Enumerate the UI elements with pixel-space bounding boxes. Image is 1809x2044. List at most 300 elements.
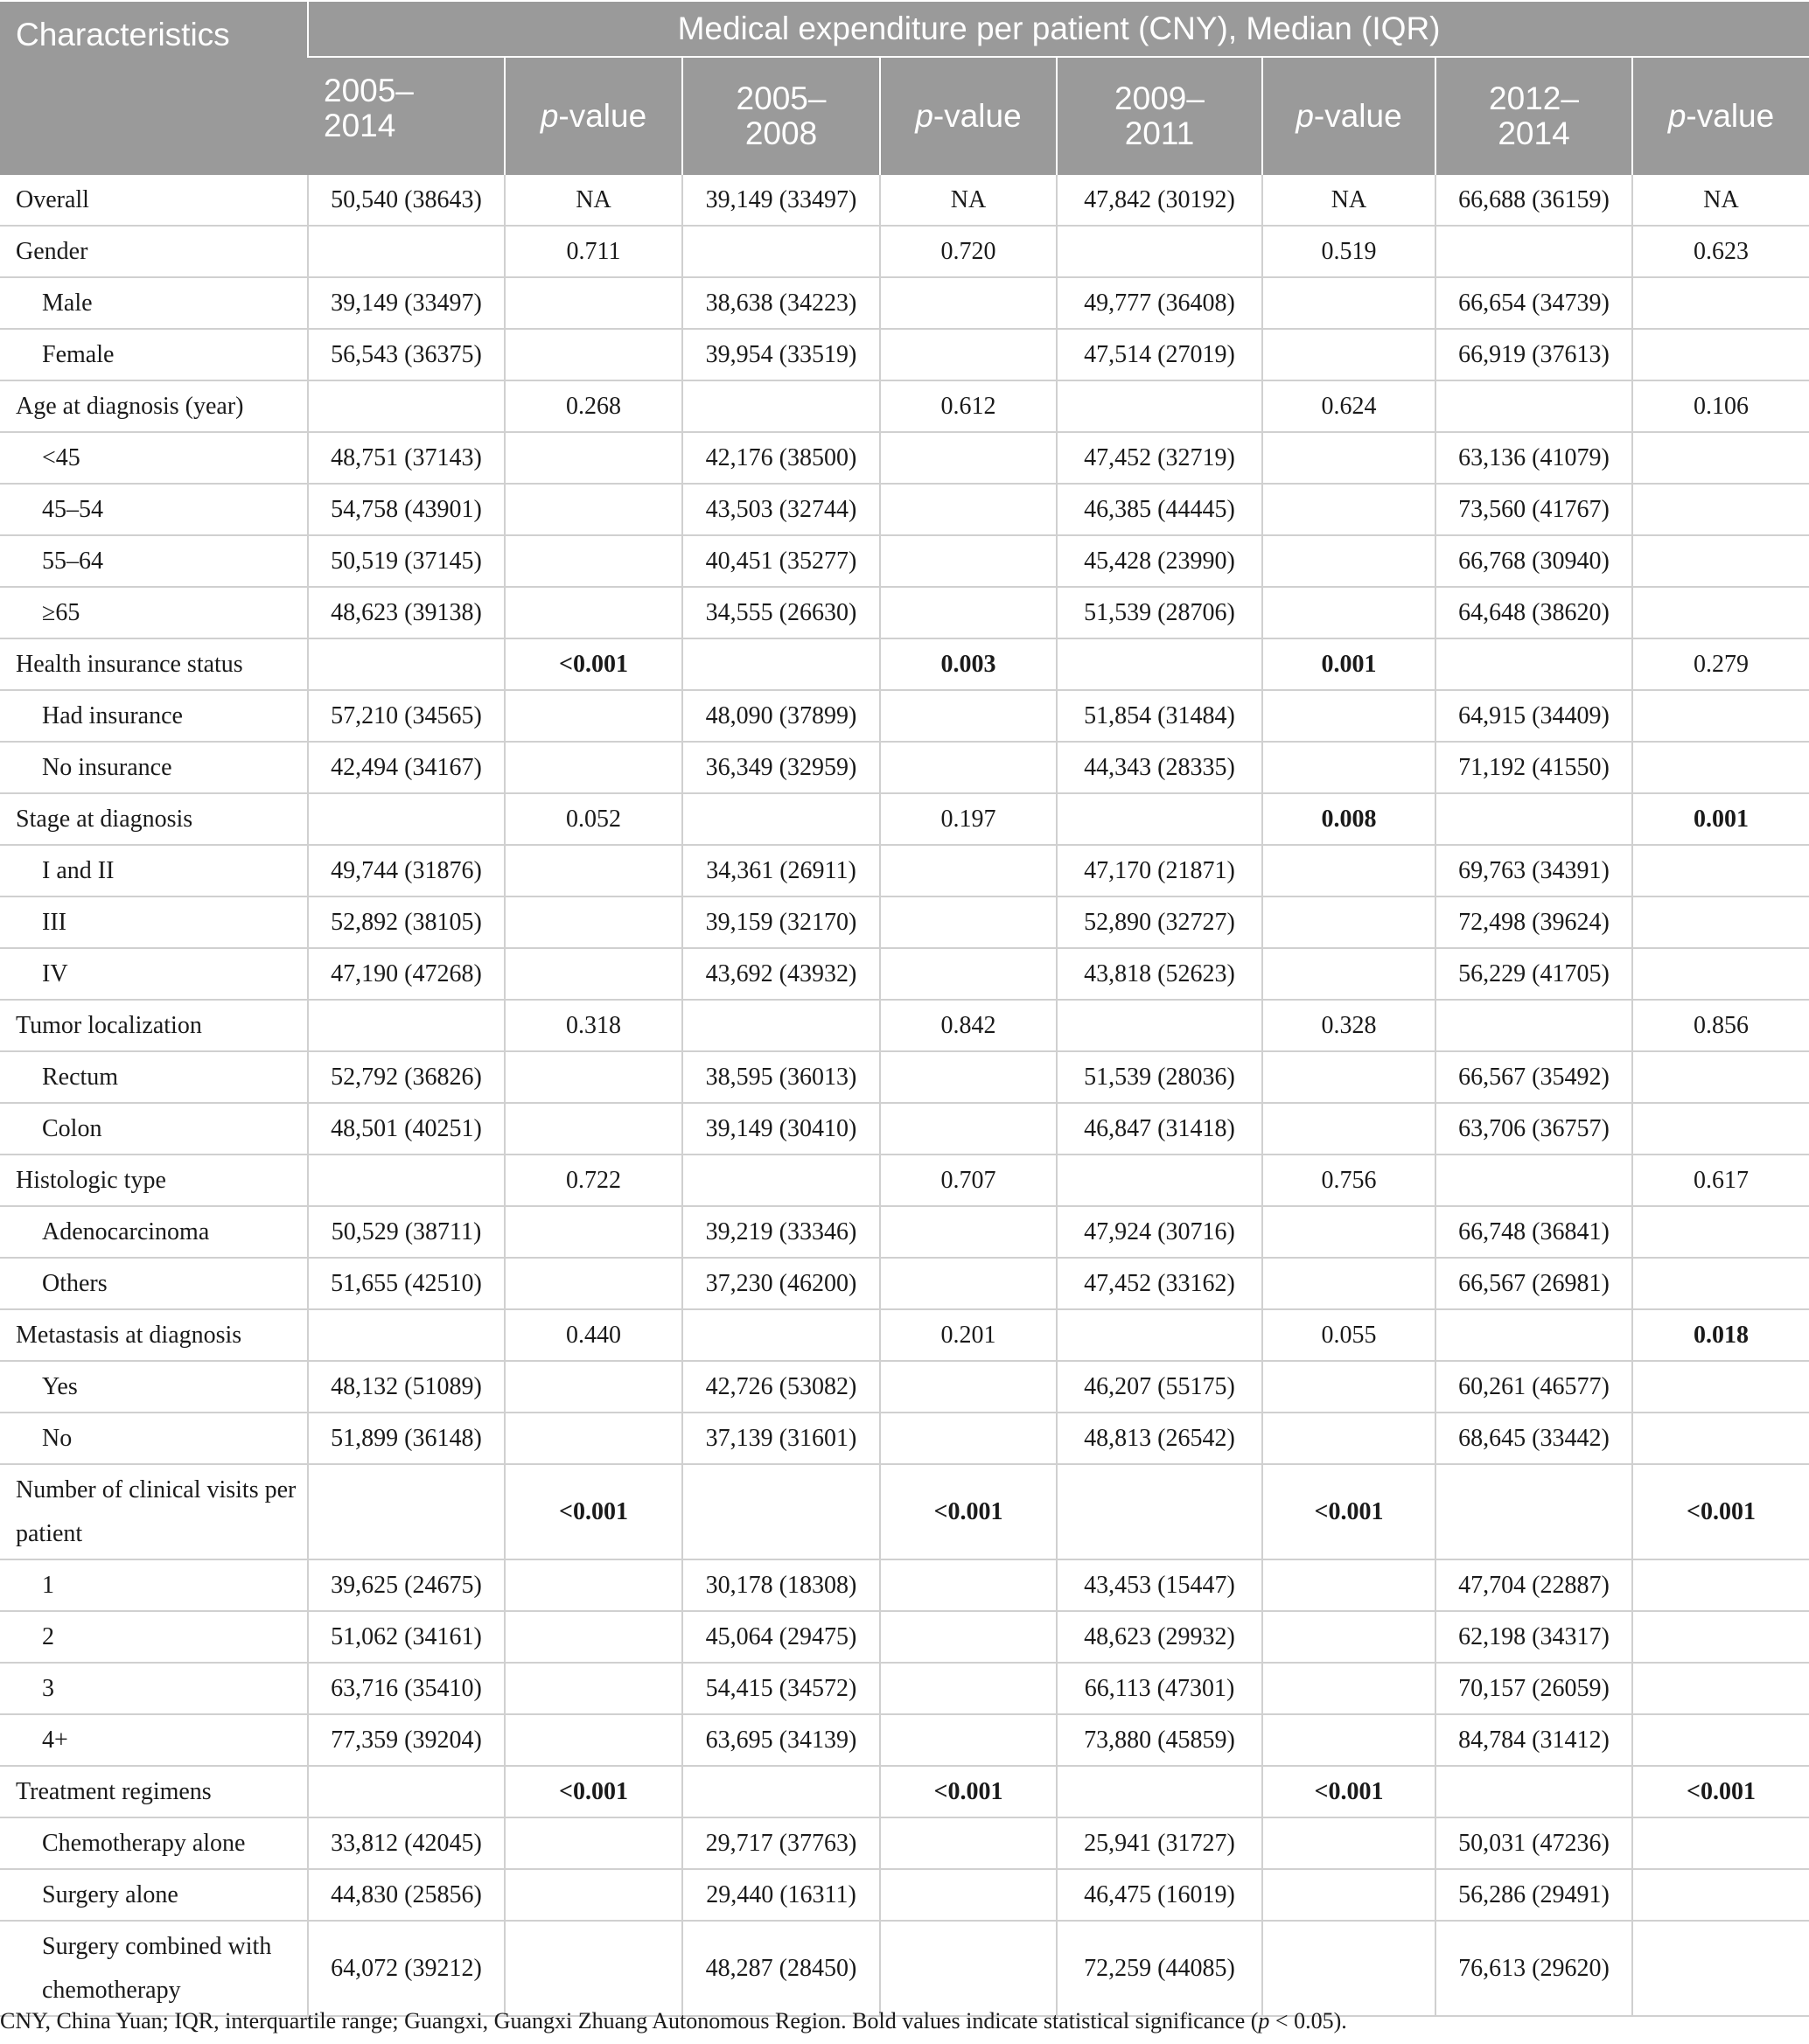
table-row [0,948,1809,1000]
pvalue-cell: 0.018 [1632,1309,1809,1361]
median-iqr-cell: 50,031 (47236) [1435,1817,1632,1869]
row-label: Tumor localization [0,1000,308,1051]
header-pvalue-italic: p [1296,98,1314,134]
median-iqr-cell: 70,157 (26059) [1435,1663,1632,1714]
pvalue-cell: <0.001 [505,1464,682,1559]
pvalue-cell [1262,742,1435,793]
median-iqr-cell: 39,625 (24675) [308,1559,505,1611]
row-label: Yes [0,1361,308,1413]
pvalue-cell [505,1869,682,1921]
median-iqr-cell: 47,514 (27019) [1057,329,1262,380]
pvalue-cell [1262,1051,1435,1103]
table-row [0,1206,1809,1258]
pvalue-cell [505,535,682,587]
pvalue-cell: 0.268 [505,380,682,432]
median-iqr-cell: 29,440 (16311) [682,1869,880,1921]
row-label: Health insurance status [0,638,308,690]
median-iqr-cell [1435,1464,1632,1559]
pvalue-cell: 0.617 [1632,1155,1809,1206]
pvalue-cell [1632,1559,1809,1611]
row-label: 1 [0,1559,308,1611]
row-label: <45 [0,432,308,484]
table-row [0,277,1809,329]
median-iqr-cell: 56,286 (29491) [1435,1869,1632,1921]
median-iqr-cell [1435,638,1632,690]
pvalue-cell [880,1413,1057,1464]
pvalue-cell [505,1663,682,1714]
median-iqr-cell: 51,062 (34161) [308,1611,505,1663]
median-iqr-cell: 56,229 (41705) [1435,948,1632,1000]
median-iqr-cell: 54,758 (43901) [308,484,505,535]
pvalue-cell: 0.856 [1632,1000,1809,1051]
median-iqr-cell: 64,915 (34409) [1435,690,1632,742]
row-label: Rectum [0,1051,308,1103]
table-row [0,845,1809,896]
pvalue-cell [505,587,682,638]
median-iqr-cell [1057,1464,1262,1559]
median-iqr-cell: 45,064 (29475) [682,1611,880,1663]
header-pvalue-suffix: -value [1686,98,1775,134]
row-label: III [0,896,308,948]
table-row [0,226,1809,277]
pvalue-cell [1262,535,1435,587]
row-label: 3 [0,1663,308,1714]
table-row [0,380,1809,432]
median-iqr-cell [308,793,505,845]
median-iqr-cell: 43,818 (52623) [1057,948,1262,1000]
median-iqr-cell: 57,210 (34565) [308,690,505,742]
pvalue-cell [880,742,1057,793]
pvalue-cell: <0.001 [880,1464,1057,1559]
pvalue-cell: NA [880,175,1057,226]
median-iqr-cell: 46,847 (31418) [1057,1103,1262,1155]
pvalue-cell [1632,432,1809,484]
pvalue-cell [505,277,682,329]
median-iqr-cell: 73,560 (41767) [1435,484,1632,535]
median-iqr-cell: 84,784 (31412) [1435,1714,1632,1766]
median-iqr-cell: 39,219 (33346) [682,1206,880,1258]
table-row [0,690,1809,742]
median-iqr-cell: 47,924 (30716) [1057,1206,1262,1258]
median-iqr-cell: 52,792 (36826) [308,1051,505,1103]
pvalue-cell [1632,948,1809,1000]
table-row [0,1559,1809,1611]
median-iqr-cell: 51,899 (36148) [308,1413,505,1464]
median-iqr-cell [308,1309,505,1361]
pvalue-cell [1632,1051,1809,1103]
pvalue-cell [505,1611,682,1663]
median-iqr-cell: 50,529 (38711) [308,1206,505,1258]
pvalue-cell [880,1559,1057,1611]
pvalue-cell [505,432,682,484]
table-row [0,1413,1809,1464]
row-label: 55–64 [0,535,308,587]
table-row [0,1309,1809,1361]
median-iqr-cell [1435,793,1632,845]
pvalue-cell: 0.201 [880,1309,1057,1361]
table-row [0,638,1809,690]
header-period-line1: 2005– [736,80,827,116]
median-iqr-cell: 46,207 (55175) [1057,1361,1262,1413]
pvalue-cell [1262,896,1435,948]
pvalue-cell [505,484,682,535]
median-iqr-cell [1057,638,1262,690]
pvalue-cell [505,690,682,742]
header-period-line2: 2014 [1498,115,1570,151]
header-period-line2: 2011 [1124,115,1195,151]
row-label: Others [0,1258,308,1309]
median-iqr-cell [1435,380,1632,432]
median-iqr-cell: 66,567 (35492) [1435,1051,1632,1103]
pvalue-cell: 0.106 [1632,380,1809,432]
row-label: IV [0,948,308,1000]
row-label: Stage at diagnosis [0,793,308,845]
header-characteristics: Characteristics [0,2,308,175]
pvalue-cell [1262,1663,1435,1714]
row-label: I and II [0,845,308,896]
pvalue-cell [1262,484,1435,535]
header-pvalue-suffix: -value [932,98,1022,134]
pvalue-cell [1262,1206,1435,1258]
row-label: Adenocarcinoma [0,1206,308,1258]
header-pvalue-suffix: -value [1313,98,1402,134]
pvalue-cell [1632,1361,1809,1413]
median-iqr-cell: 76,613 (29620) [1435,1921,1632,2016]
header-period-2 [1057,57,1262,175]
pvalue-cell [505,1258,682,1309]
header-period-line1: 2009– [1114,80,1205,116]
pvalue-cell: 0.624 [1262,380,1435,432]
table-row [0,175,1809,226]
row-label: Surgery combined with chemotherapy [0,1921,308,2016]
median-iqr-cell: 40,451 (35277) [682,535,880,587]
table-row [0,1051,1809,1103]
median-iqr-cell: 72,259 (44085) [1057,1921,1262,2016]
pvalue-cell: <0.001 [505,638,682,690]
median-iqr-cell: 47,452 (33162) [1057,1258,1262,1309]
median-iqr-cell [682,380,880,432]
table-row [0,587,1809,638]
footnote-p-italic: p [1258,2008,1270,2034]
row-label: Chemotherapy alone [0,1817,308,1869]
pvalue-cell: <0.001 [1632,1464,1809,1559]
pvalue-cell: 0.197 [880,793,1057,845]
median-iqr-cell: 48,090 (37899) [682,690,880,742]
median-iqr-cell: 51,655 (42510) [308,1258,505,1309]
pvalue-cell [1632,329,1809,380]
median-iqr-cell [308,1766,505,1817]
median-iqr-cell [1057,380,1262,432]
header-pvalue-2 [1262,57,1435,175]
pvalue-cell [880,432,1057,484]
median-iqr-cell: 39,149 (33497) [308,277,505,329]
median-iqr-cell: 25,941 (31727) [1057,1817,1262,1869]
pvalue-cell [1262,277,1435,329]
row-label: Surgery alone [0,1869,308,1921]
table-row [0,432,1809,484]
pvalue-cell [880,329,1057,380]
median-iqr-cell: 47,842 (30192) [1057,175,1262,226]
row-label: Number of clinical visits per patient [0,1464,308,1559]
table-row [0,329,1809,380]
median-iqr-cell: 62,198 (34317) [1435,1611,1632,1663]
row-label: No insurance [0,742,308,793]
median-iqr-cell [1435,226,1632,277]
pvalue-cell [1262,329,1435,380]
median-iqr-cell: 43,503 (32744) [682,484,880,535]
median-iqr-cell: 48,813 (26542) [1057,1413,1262,1464]
pvalue-cell [880,1817,1057,1869]
table-row [0,1000,1809,1051]
median-iqr-cell: 48,623 (29932) [1057,1611,1262,1663]
header-pvalue-italic: p [915,98,933,134]
median-iqr-cell: 63,716 (35410) [308,1663,505,1714]
table-row [0,484,1809,535]
table-row [0,1464,1809,1559]
median-iqr-cell: 52,892 (38105) [308,896,505,948]
median-iqr-cell: 47,190 (47268) [308,948,505,1000]
row-label: Metastasis at diagnosis [0,1309,308,1361]
pvalue-cell [1262,1413,1435,1464]
pvalue-cell: 0.612 [880,380,1057,432]
median-iqr-cell: 49,744 (31876) [308,845,505,896]
pvalue-cell [1632,1206,1809,1258]
pvalue-cell [505,1206,682,1258]
pvalue-cell: <0.001 [1262,1464,1435,1559]
pvalue-cell [880,1258,1057,1309]
pvalue-cell [880,896,1057,948]
median-iqr-cell: 39,149 (30410) [682,1103,880,1155]
median-iqr-cell [1057,1309,1262,1361]
pvalue-cell: 0.720 [880,226,1057,277]
row-label: Gender [0,226,308,277]
pvalue-cell [1632,587,1809,638]
pvalue-cell: 0.008 [1262,793,1435,845]
table-row [0,1817,1809,1869]
table-row [0,1611,1809,1663]
median-iqr-cell: 49,777 (36408) [1057,277,1262,329]
pvalue-cell: 0.756 [1262,1155,1435,1206]
median-iqr-cell: 47,704 (22887) [1435,1559,1632,1611]
pvalue-cell [1632,1663,1809,1714]
median-iqr-cell [682,1309,880,1361]
median-iqr-cell [308,1000,505,1051]
median-iqr-cell: 44,830 (25856) [308,1869,505,1921]
median-iqr-cell: 34,361 (26911) [682,845,880,896]
pvalue-cell: 0.001 [1262,638,1435,690]
pvalue-cell: 0.440 [505,1309,682,1361]
pvalue-cell: 0.711 [505,226,682,277]
pvalue-cell [505,1714,682,1766]
pvalue-cell [1632,277,1809,329]
pvalue-cell: <0.001 [505,1766,682,1817]
pvalue-cell: 0.055 [1262,1309,1435,1361]
table-row [0,1103,1809,1155]
median-iqr-cell: 68,645 (33442) [1435,1413,1632,1464]
median-iqr-cell: 64,648 (38620) [1435,587,1632,638]
pvalue-cell: 0.722 [505,1155,682,1206]
median-iqr-cell [1057,226,1262,277]
pvalue-cell [880,1361,1057,1413]
median-iqr-cell: 39,149 (33497) [682,175,880,226]
table-row [0,1766,1809,1817]
pvalue-cell [880,1206,1057,1258]
median-iqr-cell: 66,748 (36841) [1435,1206,1632,1258]
pvalue-cell [505,329,682,380]
pvalue-cell [880,845,1057,896]
median-iqr-cell: 72,498 (39624) [1435,896,1632,948]
median-iqr-cell [1057,1766,1262,1817]
pvalue-cell [1632,1817,1809,1869]
pvalue-cell [880,1869,1057,1921]
pvalue-cell [1632,1714,1809,1766]
median-iqr-cell [1057,1155,1262,1206]
median-iqr-cell [682,1000,880,1051]
pvalue-cell: <0.001 [1262,1766,1435,1817]
table-header [0,2,1809,175]
median-iqr-cell: 69,763 (34391) [1435,845,1632,896]
median-iqr-cell [682,226,880,277]
pvalue-cell [880,690,1057,742]
median-iqr-cell: 64,072 (39212) [308,1921,505,2016]
header-period-line2: 2008 [744,115,818,151]
header-period-line1: 2012– [1489,80,1579,116]
median-iqr-cell: 73,880 (45859) [1057,1714,1262,1766]
table-footnote [0,2008,1347,2034]
median-iqr-cell [308,638,505,690]
pvalue-cell [880,277,1057,329]
pvalue-cell [880,587,1057,638]
median-iqr-cell [1435,1309,1632,1361]
median-iqr-cell: 37,139 (31601) [682,1413,880,1464]
median-iqr-cell: 48,623 (39138) [308,587,505,638]
pvalue-cell [1262,1714,1435,1766]
pvalue-cell: NA [1632,175,1809,226]
pvalue-cell: 0.001 [1632,793,1809,845]
median-iqr-cell: 47,452 (32719) [1057,432,1262,484]
header-pvalue-1 [880,57,1057,175]
pvalue-cell [1262,1817,1435,1869]
row-label: Had insurance [0,690,308,742]
median-iqr-cell: 48,132 (51089) [308,1361,505,1413]
pvalue-cell [1632,896,1809,948]
median-iqr-cell [308,226,505,277]
median-iqr-cell: 43,453 (15447) [1057,1559,1262,1611]
median-iqr-cell: 38,595 (36013) [682,1051,880,1103]
median-iqr-cell: 66,113 (47301) [1057,1663,1262,1714]
pvalue-cell [880,1714,1057,1766]
median-iqr-cell: 63,136 (41079) [1435,432,1632,484]
pvalue-cell [1632,1103,1809,1155]
median-iqr-cell: 42,726 (53082) [682,1361,880,1413]
row-label: ≥65 [0,587,308,638]
expenditure-table [0,2,1809,2017]
pvalue-cell [505,1361,682,1413]
pvalue-cell [1262,1361,1435,1413]
pvalue-cell [1262,1611,1435,1663]
median-iqr-cell: 51,854 (31484) [1057,690,1262,742]
median-iqr-cell: 52,890 (32727) [1057,896,1262,948]
pvalue-cell [1632,690,1809,742]
median-iqr-cell [1435,1000,1632,1051]
pvalue-cell: 0.052 [505,793,682,845]
pvalue-cell: 0.707 [880,1155,1057,1206]
median-iqr-cell: 50,519 (37145) [308,535,505,587]
median-iqr-cell: 50,540 (38643) [308,175,505,226]
header-pvalue-italic: p [540,98,559,134]
pvalue-cell: 0.623 [1632,226,1809,277]
median-iqr-cell [1057,793,1262,845]
pvalue-cell [505,845,682,896]
pvalue-cell [1632,1611,1809,1663]
median-iqr-cell: 37,230 (46200) [682,1258,880,1309]
header-period-line1: 2005– [324,73,414,108]
pvalue-cell: 0.003 [880,638,1057,690]
header-period-1 [682,57,880,175]
table-row [0,1258,1809,1309]
median-iqr-cell: 66,567 (26981) [1435,1258,1632,1309]
pvalue-cell [880,1611,1057,1663]
median-iqr-cell: 66,919 (37613) [1435,329,1632,380]
pvalue-cell [880,484,1057,535]
median-iqr-cell [1435,1766,1632,1817]
row-label: Male [0,277,308,329]
median-iqr-cell: 29,717 (37763) [682,1817,880,1869]
median-iqr-cell [682,793,880,845]
pvalue-cell [505,1559,682,1611]
header-group-title: Medical expenditure per patient (CNY), Median (IQR) [308,2,1809,57]
median-iqr-cell: 51,539 (28706) [1057,587,1262,638]
row-label: Overall [0,175,308,226]
median-iqr-cell: 43,692 (43932) [682,948,880,1000]
median-iqr-cell: 46,475 (16019) [1057,1869,1262,1921]
pvalue-cell [505,1103,682,1155]
median-iqr-cell: 51,539 (28036) [1057,1051,1262,1103]
pvalue-cell [1632,1869,1809,1921]
header-period-line2: 2014 [324,108,396,143]
pvalue-cell [1632,535,1809,587]
pvalue-cell [505,948,682,1000]
median-iqr-cell [682,1766,880,1817]
median-iqr-cell: 60,261 (46577) [1435,1361,1632,1413]
pvalue-cell [1262,1258,1435,1309]
median-iqr-cell [1435,1155,1632,1206]
pvalue-cell [505,1413,682,1464]
table-row [0,1921,1809,2016]
pvalue-cell: NA [1262,175,1435,226]
median-iqr-cell: 45,428 (23990) [1057,535,1262,587]
pvalue-cell [880,1051,1057,1103]
median-iqr-cell: 63,706 (36757) [1435,1103,1632,1155]
pvalue-cell [1262,1559,1435,1611]
median-iqr-cell: 39,159 (32170) [682,896,880,948]
median-iqr-cell [682,1464,880,1559]
median-iqr-cell: 42,494 (34167) [308,742,505,793]
median-iqr-cell: 38,638 (34223) [682,277,880,329]
median-iqr-cell: 66,768 (30940) [1435,535,1632,587]
pvalue-cell [1262,1921,1435,2016]
pvalue-cell [880,1921,1057,2016]
pvalue-cell: 0.318 [505,1000,682,1051]
row-label: No [0,1413,308,1464]
median-iqr-cell: 39,954 (33519) [682,329,880,380]
row-label: Colon [0,1103,308,1155]
median-iqr-cell: 47,170 (21871) [1057,845,1262,896]
pvalue-cell [1262,690,1435,742]
pvalue-cell [505,1817,682,1869]
median-iqr-cell: 36,349 (32959) [682,742,880,793]
pvalue-cell [1632,1413,1809,1464]
